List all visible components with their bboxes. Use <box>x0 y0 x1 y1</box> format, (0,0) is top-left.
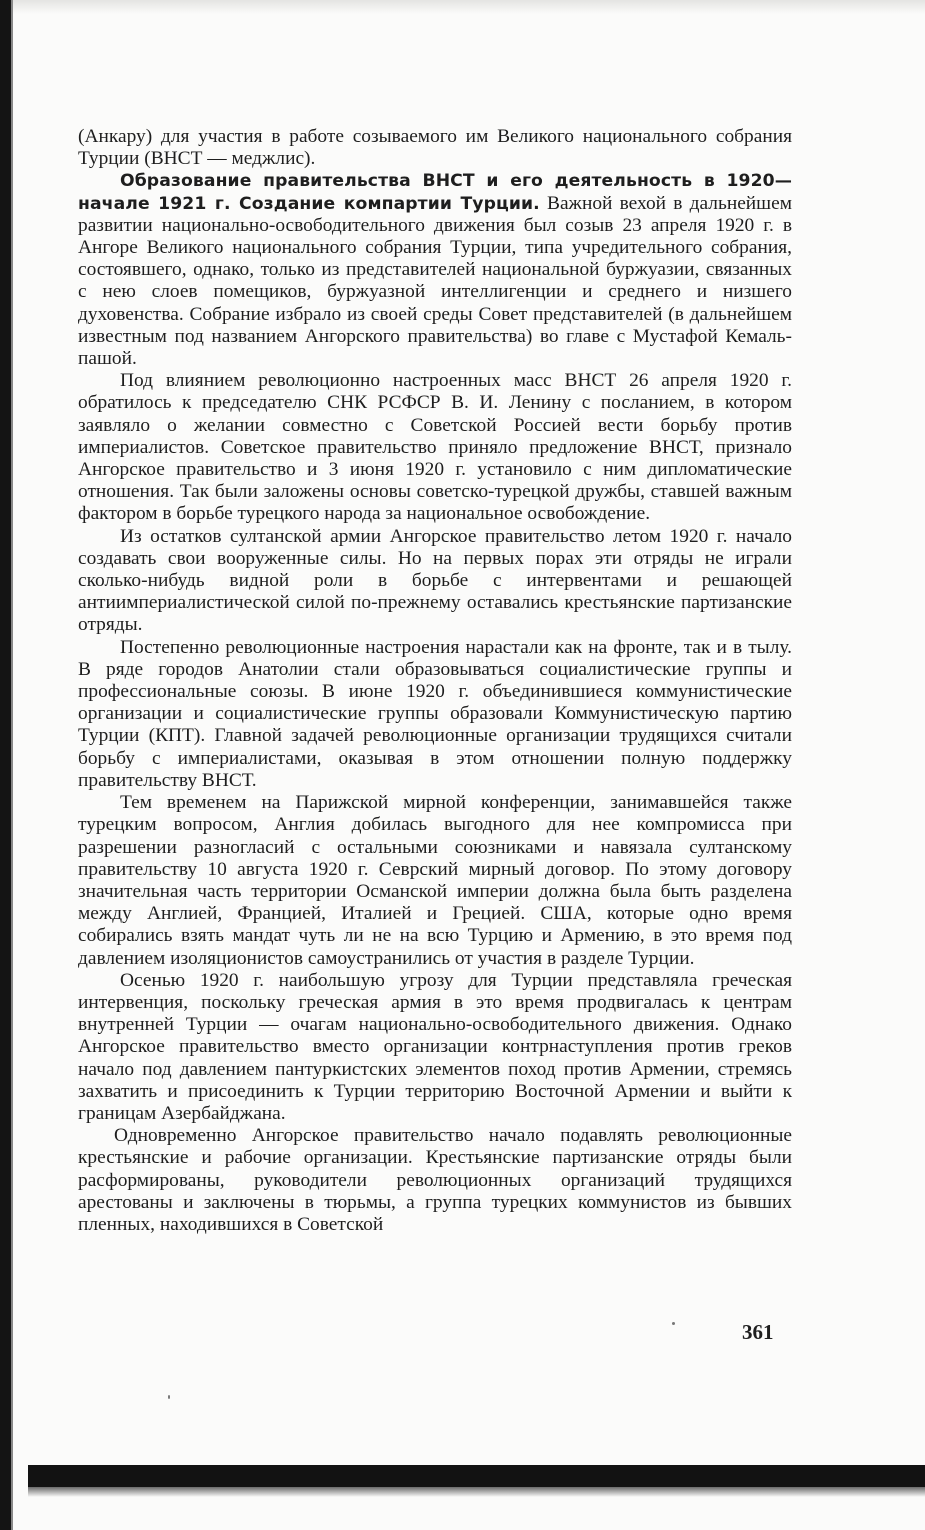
scan-bottom-edge <box>28 1465 925 1487</box>
paragraph-text: (Анкару) для участия в работе созываемого им Великого национального собрания Турции (ВНСТ — меджлис). <box>78 126 792 170</box>
page-number: 361 <box>742 1320 774 1344</box>
paragraph-text: Одновременно Ангорское правительство начало подавлять революционные крестьянские и рабочие организации. Крестьянские партизанские отряды были расформированы, руководители революционных организаций трудящихся арестованы и заключены в тюрьмы, а группа турецких коммунистов из бывших пленных, находившихся в Советской <box>78 1125 792 1235</box>
paragraph-text: Под влиянием революционно настроенных масс ВНСТ 26 апреля 1920 г. обратилось к председателю СНК РСФСР В. И. Ленину с посланием, в котором заявляло о желании совместно с Советской Россией вести борьбу против империалистов. Советское правительство приняло предложение ВНСТ, признало Ангорское правительство и 3 июня 1920 г. установило с ним дипломатические отношения. Так были заложены основы советско-турецкой дружбы, ставшей важным фактором в борьбе турецкого народа за национальное освобождение. <box>78 370 792 525</box>
paragraph-text: Постепенно революционные настроения нарастали как на фронте, так и в тылу. В ряде городов Анатолии стали образовываться социалистические группы и профессиональные союзы. В июне 1920 г. объединившиеся коммунистические организации и социалистические группы образовали Коммунистическую партию Турции (КПТ). Главной задачей революционные организации трудящихся считали борьбу с империалистами, оказывая в этом отношении полную поддержку правительству ВНСТ. <box>78 636 792 791</box>
paragraph <box>78 1125 792 1236</box>
paragraph-text: Тем временем на Парижской мирной конференции, занимавшейся также турецким вопросом, Англия добилась выгодного для нее компромисса при разрешении разногласий с остальными союзниками и навязала султанскому правительству 10 августа 1920 г. Севрский мирный договор. По этому договору значительная часть территории Османской империи должна была быть разделена между Англией, Францией, Италией и Грецией. США, которые одно время собирались взять мандат чуть ли не на всю Турцию и Армению, в это время под давлением изоляционистов самоустранились от участия в разделе Турции. <box>78 792 792 969</box>
paragraph <box>78 370 792 525</box>
section-heading: Образование правительства ВНСТ и его деятельность в 1920—начале 1921 г. Создание компартии Турции. <box>78 171 792 214</box>
scan-speck <box>168 1395 170 1399</box>
paragraph-section-start <box>78 170 792 370</box>
scan-binding-edge <box>0 0 11 1530</box>
paragraph-text: Из остатков султанской армии Ангорское правительство летом 1920 г. начало создавать свои вооруженные силы. Но на первых порах эти отряды не играли сколько-нибудь видной роли в борьбе с интервентами и решающей антиимпериалистической силой по-прежнему оставались крестьянские партизанские отряды. <box>78 525 792 636</box>
scan-bottom-shade <box>28 1487 925 1497</box>
paragraph <box>78 970 792 1125</box>
paragraph-continuation <box>78 126 792 170</box>
scan-speck <box>672 1322 675 1325</box>
paragraph-text: Осенью 1920 г. наибольшую угрозу для Турции представляла греческая интервенция, поскольку греческая армия в это время продвигалась к центрам внутренней Турции — очагам национально-освободительного движения. Однако Ангорское правительство вместо организации контрнаступления против греков начало под давлением пантуркистских элементов поход против Армении, стремясь захватить и присоединить к Турции территорию Восточной Армении и выйти к границам Азербайджана. <box>78 969 792 1124</box>
paragraph <box>78 792 792 970</box>
scan-binding-shadow <box>11 0 13 1530</box>
scan-top-shade <box>13 0 925 14</box>
paragraph-text: Важной вехой в дальнейшем развитии национально-освободительного движения был созыв 23 апреля 1920 г. в Ангоре Великого национального собрания Турции, типа учредительного собрания, состоявшего, однако, только из представителей национальной буржуазии, связанных с нею слоев помещиков, буржуазной интеллигенции и среднего и низшего духовенства. Собрание избрало из своей среды Совет представителей (в дальнейшем известным под названием Ангорского правительства) во главе с Мустафой Кемаль-пашой. <box>78 192 792 370</box>
paragraph <box>78 526 792 637</box>
paragraph <box>78 637 792 792</box>
page-body-text <box>78 126 792 1236</box>
